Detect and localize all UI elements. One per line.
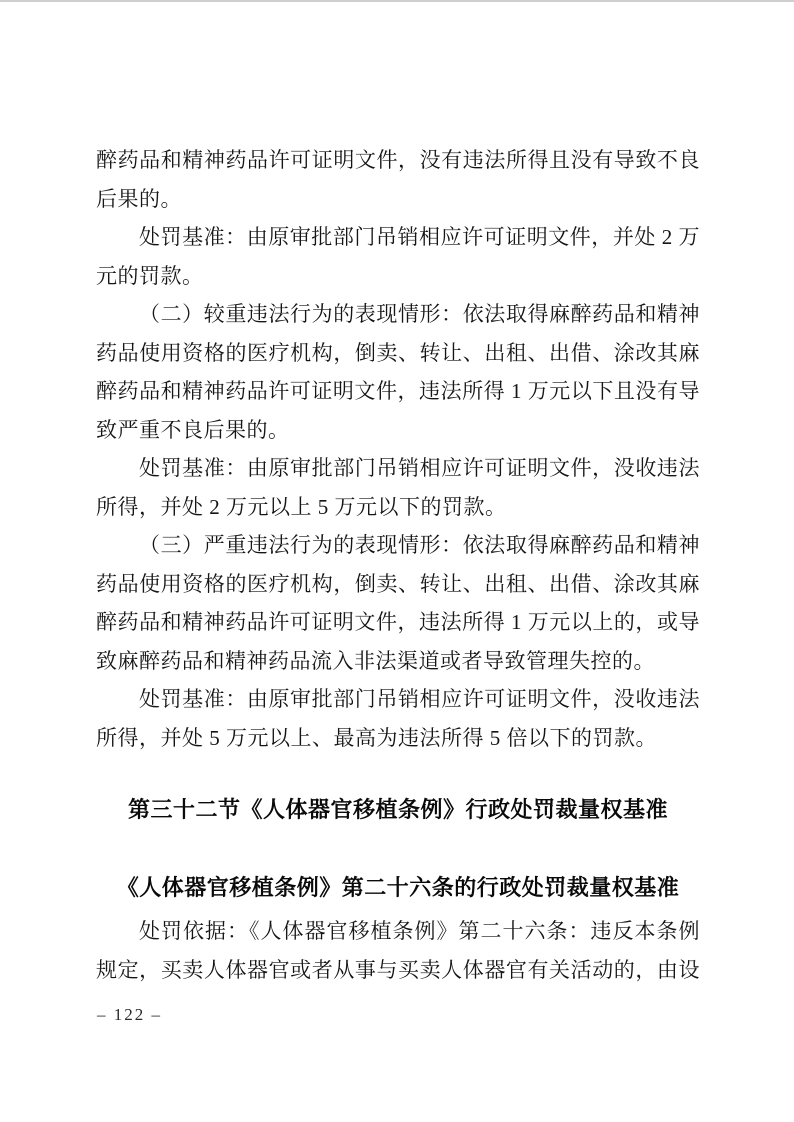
body-line: 所得，并处 5 万元以上、最高为违法所得 5 倍以下的罚款。 [96, 725, 657, 750]
body-line: （二）较重违法行为的表现情形：依法取得麻醉药品和精神 [139, 302, 700, 326]
body-line: 醉药品和精神药品许可证明文件，违法所得 1 万元以下且没有导 [96, 379, 700, 403]
document-content [96, 141, 700, 989]
section-heading: 第三十二节《人体器官移植条例》行政处罚裁量权基准 [127, 797, 668, 822]
body-line: 药品使用资格的医疗机构，倒卖、转让、出租、出借、涂改其麻 [96, 571, 700, 596]
body-line: 醉药品和精神药品许可证明文件，没有违法所得且没有导致不良 [96, 148, 700, 172]
body-line: 药品使用资格的医疗机构，倒卖、转让、出租、出借、涂改其麻 [96, 340, 700, 365]
body-line: （三）严重违法行为的表现情形：依法取得麻醉药品和精神 [139, 533, 700, 557]
body-line: 元的罚款。 [96, 263, 204, 288]
body-line: 醉药品和精神药品许可证明文件，违法所得 1 万元以上的，或导 [96, 610, 700, 634]
body-line: 处罚基准：由原审批部门吊销相应许可证明文件，没收违法 [139, 456, 700, 480]
body-line: 所得，并处 2 万元以上 5 万元以下的罚款。 [96, 494, 507, 519]
body-line: 规定，买卖人体器官或者从事与买卖人体器官有关活动的，由设 [96, 957, 700, 982]
body-line: 处罚基准：由原审批部门吊销相应许可证明文件，并处 2 万 [139, 225, 700, 249]
subsection-heading: 《人体器官移植条例》第二十六条的行政处罚裁量权基准 [116, 875, 680, 900]
body-line: 处罚依据：《人体器官移植条例》第二十六条：违反本条例 [139, 919, 700, 943]
body-line: 致麻醉药品和精神药品流入非法渠道或者导致管理失控的。 [96, 648, 655, 673]
body-line: 处罚基准：由原审批部门吊销相应许可证明文件，没收违法 [139, 687, 700, 711]
body-line: 后果的。 [96, 186, 182, 211]
page-number: – 122 – [97, 1005, 162, 1024]
body-line: 致严重不良后果的。 [96, 417, 290, 442]
